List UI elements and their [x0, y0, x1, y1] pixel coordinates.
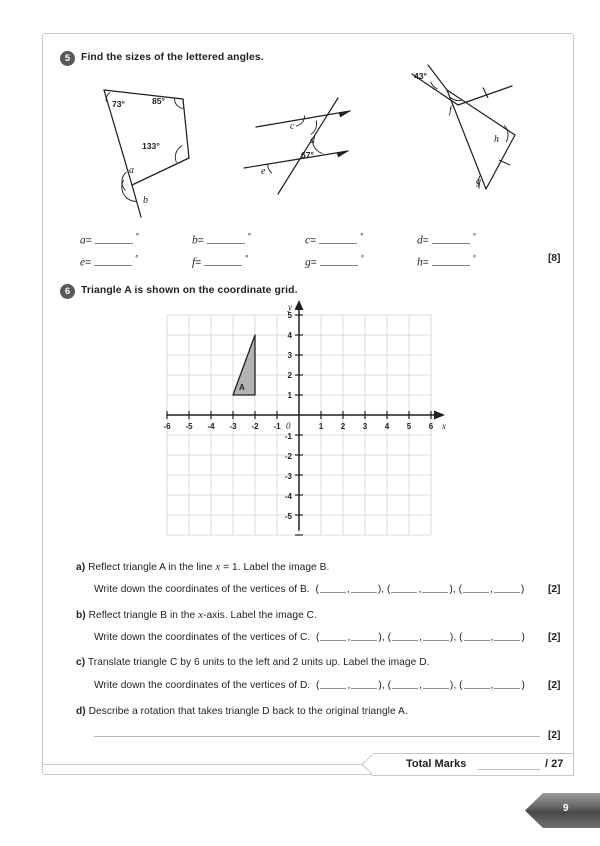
- svg-text:-1: -1: [284, 432, 292, 441]
- part-b-coord-1[interactable]: ( , ),: [313, 632, 385, 643]
- coord-blank[interactable]: [464, 680, 490, 689]
- coord-blank[interactable]: [423, 680, 449, 689]
- answer-slot-f[interactable]: [192, 253, 249, 268]
- part-a-write-down: [94, 584, 524, 595]
- svg-text:4: 4: [287, 331, 292, 340]
- part-d-instruction: [76, 706, 408, 717]
- part-b-instruction: [76, 609, 317, 621]
- origin-label: 0: [286, 421, 291, 431]
- coord-blank[interactable]: [392, 680, 418, 689]
- part-a-coord-1[interactable]: ( , ),: [312, 584, 385, 595]
- svg-text:-3: -3: [229, 422, 237, 431]
- y-axis-label: y: [288, 302, 292, 312]
- part-d-text-pre: Describe a rotation that takes triangle D back to the original triangle A.: [88, 706, 408, 717]
- angle-value-133: 133°: [142, 141, 160, 151]
- answer-equals-f: =: [195, 257, 202, 269]
- svg-text:-6: -6: [163, 422, 171, 431]
- angle-value-43: 43°: [414, 71, 427, 81]
- svg-text:5: 5: [287, 311, 292, 320]
- diagram-quadrilateral-abc: [82, 72, 212, 222]
- angle-label-e: e: [261, 166, 266, 177]
- coord-blank[interactable]: [391, 584, 417, 593]
- coord-blank[interactable]: [320, 680, 346, 689]
- coord-blank[interactable]: [351, 584, 377, 593]
- part-c-letter: c): [76, 657, 86, 668]
- part-c-text-pre: Translate triangle C by 6 units to the left and 2 units up. Label the image D.: [87, 657, 430, 668]
- question-5-number: 5: [60, 51, 75, 66]
- total-marks-rule: [42, 764, 362, 765]
- answer-label-h: h: [417, 256, 423, 269]
- coord-blank[interactable]: [494, 632, 520, 641]
- svg-text:3: 3: [362, 422, 368, 431]
- svg-text:2: 2: [287, 371, 292, 380]
- svg-text:5: 5: [406, 422, 412, 431]
- total-marks-box: [372, 753, 574, 776]
- svg-text:-4: -4: [284, 492, 292, 501]
- answer-blank-h[interactable]: [432, 256, 470, 266]
- question-5-marks: [8]: [548, 253, 561, 264]
- answer-label-c: c: [305, 234, 311, 247]
- answer-label-a: a: [80, 234, 86, 247]
- angle-label-c: c: [290, 121, 295, 132]
- answer-label-b: b: [192, 234, 198, 247]
- y-tick-labels: [285, 311, 293, 521]
- angle-value-73: 73°: [112, 99, 125, 109]
- svg-text:1: 1: [287, 391, 292, 400]
- part-a-text-pre: Reflect triangle A in the line: [88, 562, 216, 573]
- answer-degree-g: °: [360, 253, 365, 263]
- answer-degree-b: °: [247, 231, 252, 241]
- answer-slot-e[interactable]: [80, 253, 138, 268]
- answer-label-d: d: [417, 234, 423, 247]
- svg-text:-2: -2: [284, 452, 292, 461]
- part-a-text-post: = 1. Label the image B.: [220, 562, 330, 573]
- diagram-parallel-lines: [238, 96, 366, 196]
- part-b-text-pre: Reflect triangle B in the: [88, 610, 199, 621]
- svg-text:3: 3: [287, 351, 292, 360]
- svg-text:-2: -2: [251, 422, 259, 431]
- coord-blank[interactable]: [494, 680, 520, 689]
- coord-blank[interactable]: [423, 632, 449, 641]
- part-a-marks: [2]: [548, 584, 561, 595]
- answer-blank-e[interactable]: [94, 256, 132, 266]
- svg-text:-3: -3: [284, 472, 292, 481]
- answer-equals-c: =: [310, 235, 317, 247]
- answer-equals-b: =: [197, 235, 204, 247]
- svg-text:4: 4: [384, 422, 390, 431]
- answer-slot-d[interactable]: [417, 231, 476, 246]
- page-number-banner: [523, 791, 600, 830]
- answer-degree-f: °: [245, 253, 249, 263]
- total-marks-label: Total Marks: [406, 758, 467, 770]
- answer-slot-g[interactable]: [305, 253, 364, 268]
- question-5-prompt: Find the sizes of the lettered angles.: [81, 52, 264, 63]
- answer-equals-d: =: [422, 235, 429, 247]
- angle-value-85: 85°: [152, 96, 165, 106]
- svg-text:-5: -5: [284, 512, 292, 521]
- page-number: 9: [563, 803, 569, 814]
- part-c-coord-2[interactable]: ( , ),: [384, 680, 457, 691]
- answer-slot-h[interactable]: [417, 253, 476, 268]
- coordinate-grid: [160, 300, 450, 550]
- answer-label-e: e: [80, 256, 86, 269]
- answer-blank-c[interactable]: [319, 234, 357, 244]
- answer-slot-c[interactable]: [305, 231, 363, 246]
- diagram-triangle-fgh: [400, 56, 530, 214]
- coord-blank[interactable]: [320, 632, 346, 641]
- part-b-coord-2[interactable]: ( , ),: [384, 632, 457, 643]
- answer-label-g: g: [305, 256, 311, 269]
- angle-label-a: a: [129, 165, 134, 176]
- part-a-letter: a): [76, 562, 86, 573]
- svg-text:6: 6: [428, 422, 434, 431]
- answer-blank-d[interactable]: [432, 234, 470, 244]
- answer-blank-a[interactable]: [95, 234, 133, 244]
- svg-text:1: 1: [318, 422, 324, 431]
- part-b-text-post: -axis. Label the image C.: [203, 610, 317, 621]
- answer-slot-b[interactable]: [192, 231, 251, 246]
- part-c-coord-1[interactable]: ( , ),: [313, 680, 385, 691]
- coord-blank[interactable]: [463, 584, 489, 593]
- coord-blank[interactable]: [320, 584, 346, 593]
- angle-label-g: g: [476, 176, 481, 187]
- angle-label-b: b: [143, 195, 148, 206]
- answer-degree-d: °: [472, 231, 477, 241]
- angle-label-f: f: [449, 105, 452, 116]
- x-axis-arrow: [434, 411, 445, 420]
- angle-label-d: d: [310, 135, 315, 146]
- coord-blank[interactable]: [422, 584, 448, 593]
- part-c-write-label: Write down the coordinates of the vertices of D.: [94, 680, 311, 691]
- answer-degree-h: °: [472, 253, 477, 263]
- part-d-marks: [2]: [548, 730, 561, 741]
- answer-blank-g[interactable]: [320, 256, 358, 266]
- coord-blank[interactable]: [392, 632, 418, 641]
- triangle-a-label: A: [239, 383, 245, 392]
- part-b-write-down: [94, 632, 525, 643]
- question-6-number: 6: [60, 284, 75, 299]
- answer-equals-a: =: [85, 235, 92, 247]
- coord-blank[interactable]: [351, 680, 377, 689]
- coord-blank[interactable]: [464, 632, 490, 641]
- question-6-prompt: Triangle A is shown on the coordinate grid.: [81, 285, 298, 296]
- answer-blank-b[interactable]: [207, 234, 245, 244]
- part-c-marks: [2]: [548, 680, 561, 691]
- part-c-coord-3[interactable]: ( , ): [456, 680, 525, 691]
- angle-label-h: h: [494, 134, 499, 145]
- answer-equals-e: =: [85, 257, 92, 269]
- part-b-variable: x: [198, 609, 204, 621]
- part-b-coord-3[interactable]: ( , ): [456, 632, 525, 643]
- total-marks-blank[interactable]: [478, 769, 540, 770]
- part-a-instruction: [76, 561, 329, 573]
- part-a-variable: x: [215, 561, 221, 573]
- part-a-write-label: Write down the coordinates of the vertices of B.: [94, 584, 310, 595]
- part-d-answer-line[interactable]: [94, 736, 540, 737]
- answer-equals-g: =: [310, 257, 317, 269]
- coord-blank[interactable]: [494, 584, 520, 593]
- answer-slot-a[interactable]: [80, 231, 139, 246]
- answer-equals-h: =: [422, 257, 429, 269]
- part-b-marks: [2]: [548, 632, 561, 643]
- y-axis-arrow: [295, 300, 304, 310]
- svg-text:-1: -1: [273, 422, 281, 431]
- part-c-instruction: [76, 657, 429, 668]
- answer-degree-e: °: [135, 253, 139, 263]
- part-c-write-down: [94, 680, 525, 691]
- total-marks-value: / 27: [545, 758, 564, 770]
- part-a-coord-3[interactable]: ( , ): [455, 584, 525, 595]
- svg-text:-5: -5: [185, 422, 193, 431]
- answer-degree-c: °: [360, 231, 364, 241]
- answer-blank-f[interactable]: [204, 256, 242, 266]
- coord-blank[interactable]: [351, 632, 377, 641]
- answer-label-f: f: [192, 256, 196, 269]
- part-d-letter: d): [76, 706, 86, 717]
- angle-value-67: 67°: [301, 150, 314, 160]
- svg-text:-4: -4: [207, 422, 215, 431]
- answer-degree-a: °: [135, 231, 140, 241]
- x-axis-label: x: [442, 421, 446, 431]
- part-b-write-label: Write down the coordinates of the vertices of C.: [94, 632, 311, 643]
- part-b-letter: b): [76, 610, 86, 621]
- part-a-coord-2[interactable]: ( , ),: [384, 584, 456, 595]
- svg-text:2: 2: [340, 422, 346, 431]
